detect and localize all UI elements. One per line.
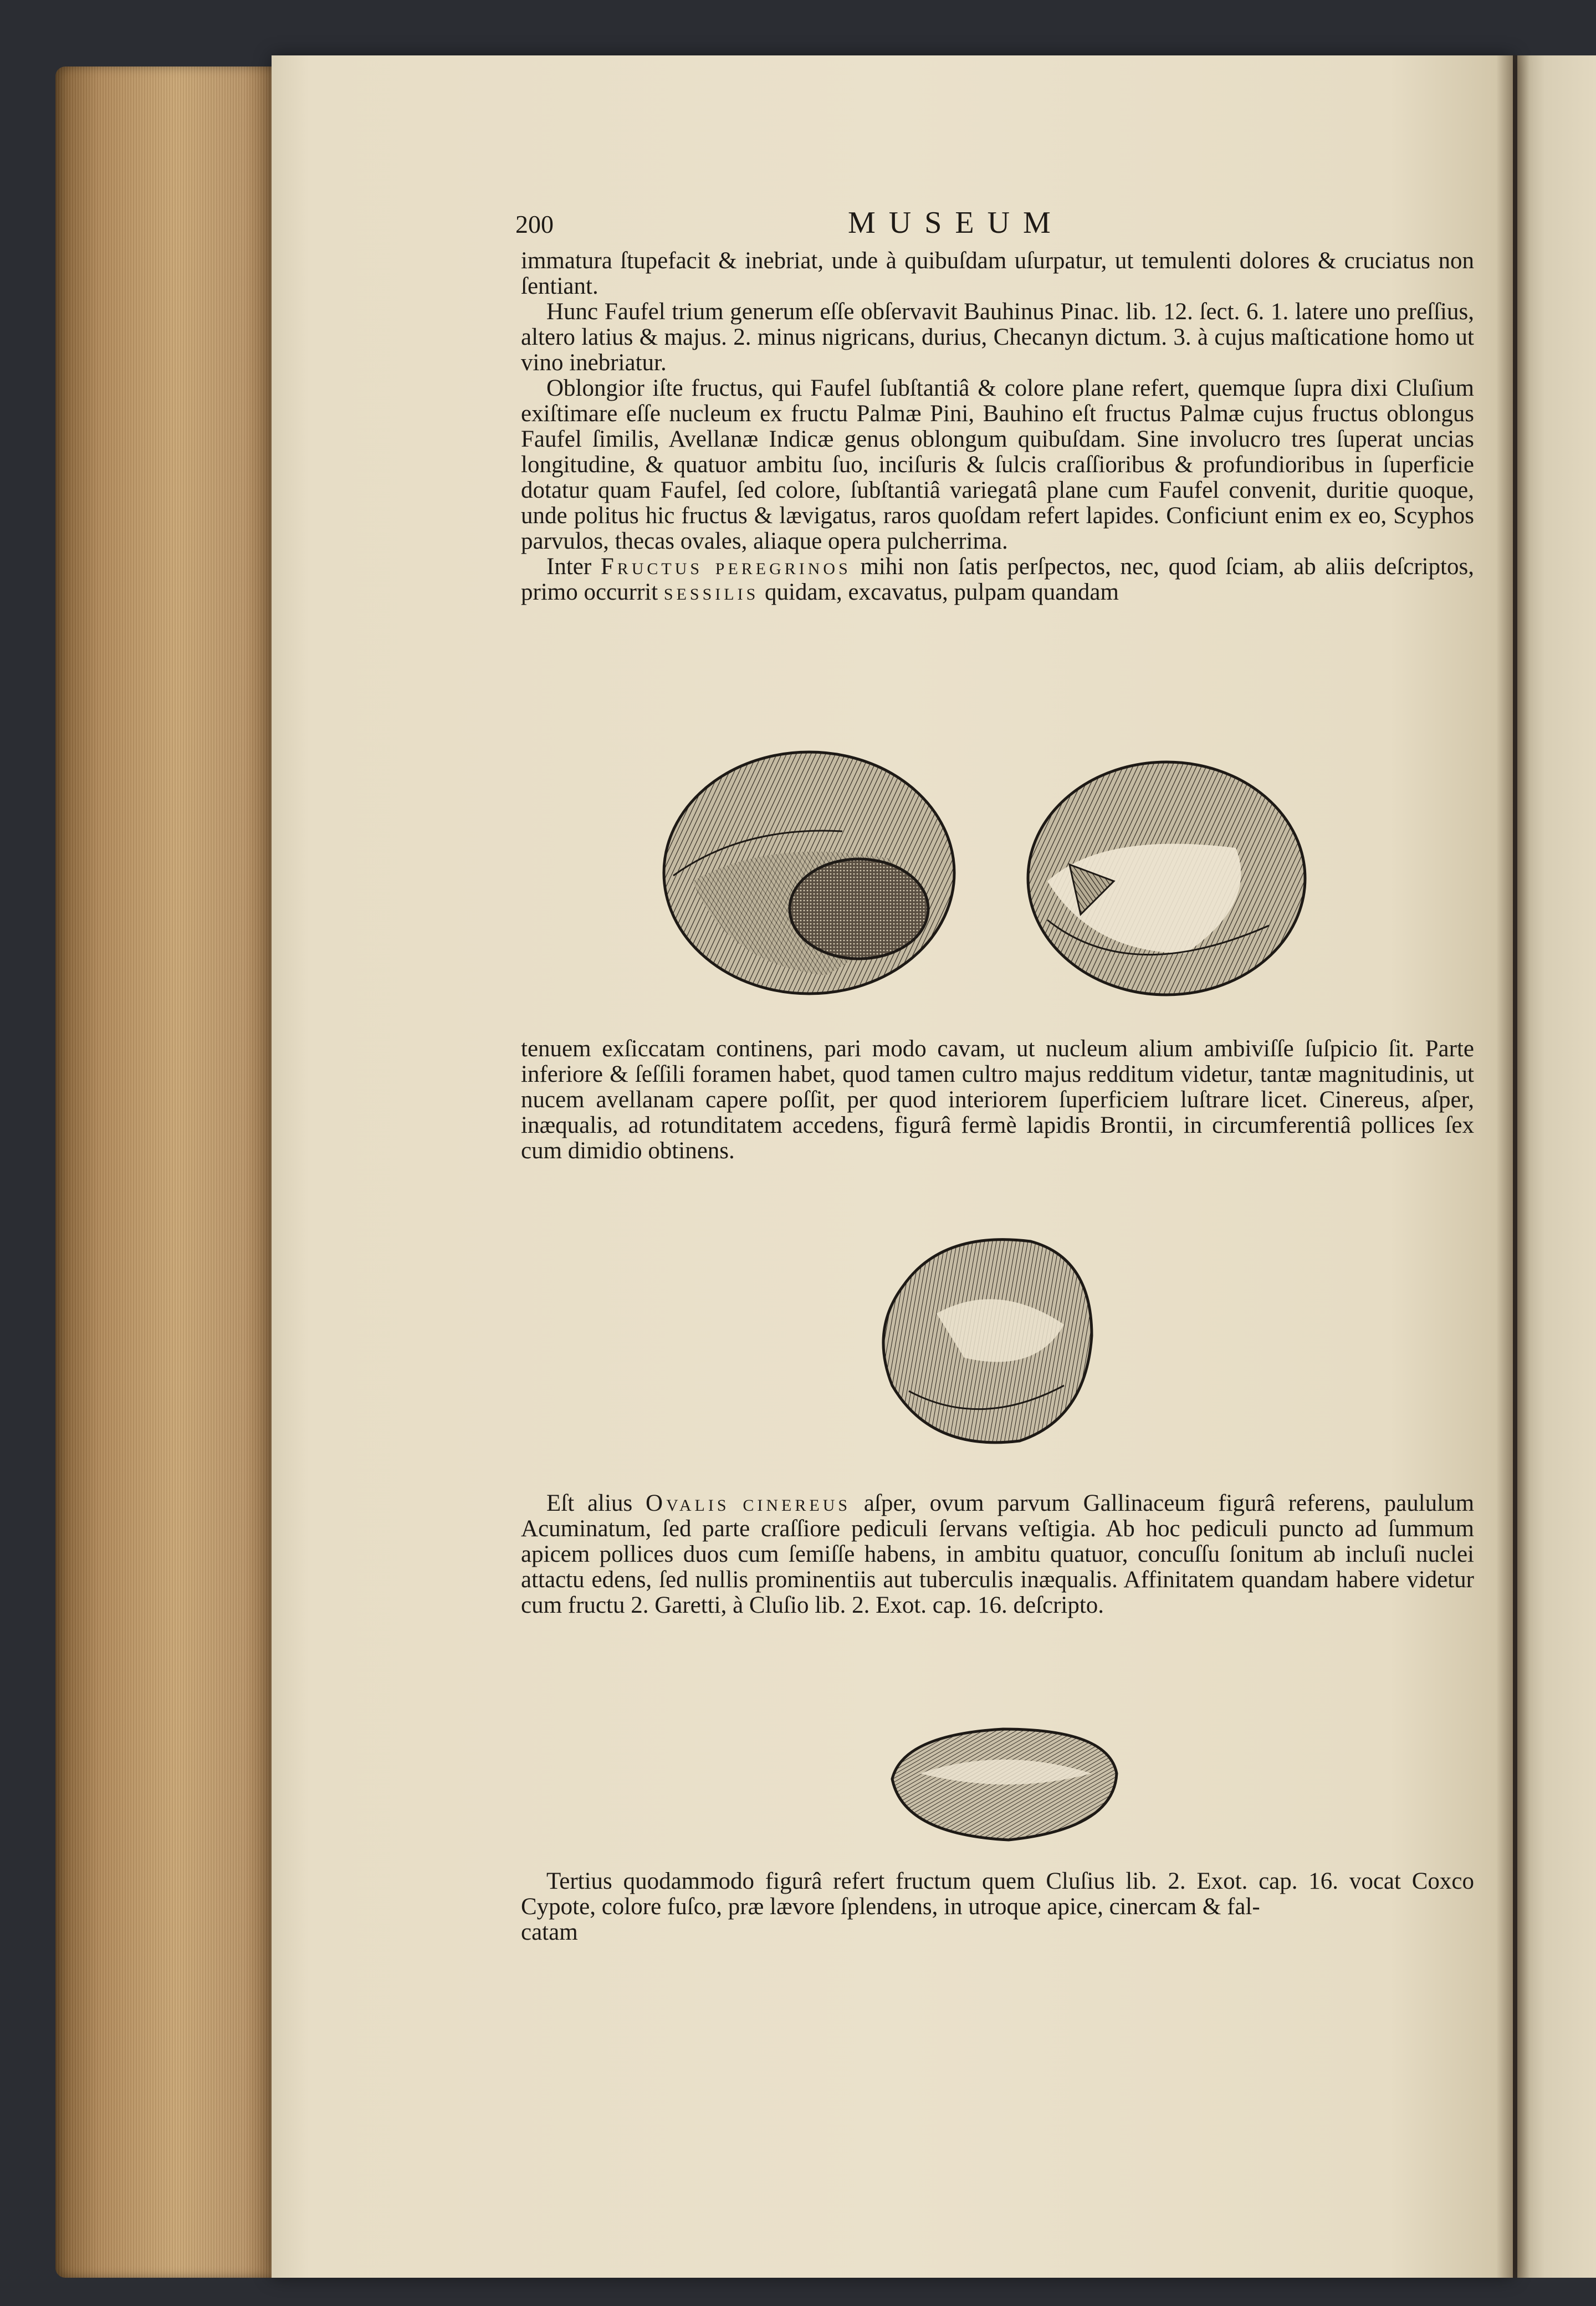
- oblong-fruit-engraving: [892, 1729, 1117, 1840]
- p4-mid: mihi non ſatis perſpectos, nec, quod ſciam, ab aliis deſcriptos, primo occurrit: [521, 554, 1474, 605]
- oval-fruit-engraving: [883, 1240, 1092, 1443]
- text-block-top: [521, 248, 1474, 605]
- p6-start: Eſt alius: [546, 1490, 633, 1516]
- paragraph-7: Tertius quodammodo figurâ refert fructum quem Cluſius lib. 2. Exot. cap. 16. vocat Coxco Cypote, colore fuſco, præ lævore ſplendens, in utroque apice, cinercam & fal-: [521, 1868, 1474, 1920]
- paragraph-1: immatura ſtupefacit & inebriat, unde à quibuſdam uſurpatur, ut temulenti dolores & cruciatus non ſentiant.: [521, 248, 1474, 299]
- paragraph-5: tenuem exſiccatam continens, pari modo cavam, ut nucleum alium ambiviſſe ſuſpicio ſit. Parte inferiore & ſeſſili foramen habet, quod tamen cultro majus redditum videtur, tantæ magnitudinis, ut nucem avellanam capere poſſit, per quod interiorem ſuperficiem luſtrare licet. Cinereus, aſper, inæqualis, ad rotunditatem accedens, figurâ fermè lapidis Brontii, in circumferentiâ pollices ſex cum dimidio obtinens.: [521, 1036, 1474, 1164]
- figure-oval-fruit: [870, 1219, 1103, 1463]
- p4-small-caps-2: sessilis: [663, 579, 759, 605]
- catchword: catam: [521, 1919, 578, 1945]
- gutter-shadow: [1496, 55, 1530, 2278]
- sessile-fruit-left-engraving: [664, 752, 954, 994]
- sessile-fruit-right-engraving: [1028, 762, 1305, 995]
- page-edges: [55, 67, 277, 2278]
- running-head: [515, 205, 1469, 244]
- p4-start: Inter: [546, 554, 592, 580]
- running-title: MUSEUM: [848, 206, 1064, 240]
- page-number: 200: [515, 210, 554, 238]
- figure-oblong-fruit: [881, 1712, 1125, 1851]
- p4-small-caps-1: Fructus peregrinos: [600, 554, 851, 580]
- p4-end: quidam, excavatus, pulpam quandam: [765, 579, 1119, 605]
- p6-small-caps-2: cinereus: [743, 1490, 851, 1516]
- paragraph-3: Oblongior iſte fructus, qui Faufel ſubſtantiâ & colore plane refert, quemque ſupra dixi Cluſium exiſtimare eſſe nucleum ex fructu Palmæ Pini, Bauhino eſt fructus Palmæ cujus fructus oblongus Faufel ſimilis, Avellanæ Indicæ genus oblongum quibuſdam. Sine involucro tres ſuperat uncias longitudine, & quatuor ambitu ſuo, inciſuris & ſulcis craſſioribus & profundioribus in ſuperficie dotatur quam Faufel, ſed colore, ſubſtantiâ variegatâ plane cum Faufel convenit, duritie quoque, unde politus hic fructus & lævigatus, raros quoſdam refert lapides. Conficiunt enim ex eo, Scyphos parvulos, thecas ovales, aliaque opera pulcherrima.: [521, 375, 1474, 554]
- text-block-bottom: [521, 1869, 1474, 1945]
- text-block-lower: [521, 1491, 1474, 1618]
- paragraph-2: Hunc Faufel trium generum eſſe obſervavit Bauhinus Pinac. lib. 12. ſect. 6. 1. latere uno preſſius, altero latius & majus. 2. minus nigricans, durius, Checanyn dictum. 3. à cujus maſticatione homo ut vino inebriatur.: [521, 299, 1474, 376]
- p6-end: aſper, ovum parvum Gallinaceum figurâ referens, paululum Acuminatum, ſed parte craſſiore pediculi ſervans veſtigia. Ab hoc pediculi puncto ad ſummum apicem pollices duos cum ſemiſſe habens, in ambitu quatuor, concuſſu ſonitum ab incluſi nuclei attactu edens, ſed nullis prominentiis aut tuberculis inæqualis. Affinitatem quandam habere videtur cum fructu 2. Garetti, à Cluſio lib. 2. Exot. cap. 16. deſcripto.: [521, 1490, 1475, 1618]
- p6-small-caps-1: Ovalis: [646, 1490, 730, 1516]
- text-block-middle: [521, 1036, 1474, 1164]
- paragraph-4: [521, 554, 1474, 605]
- figure-sessile-fruit-views: [659, 743, 1324, 1025]
- paragraph-6: [521, 1491, 1474, 1618]
